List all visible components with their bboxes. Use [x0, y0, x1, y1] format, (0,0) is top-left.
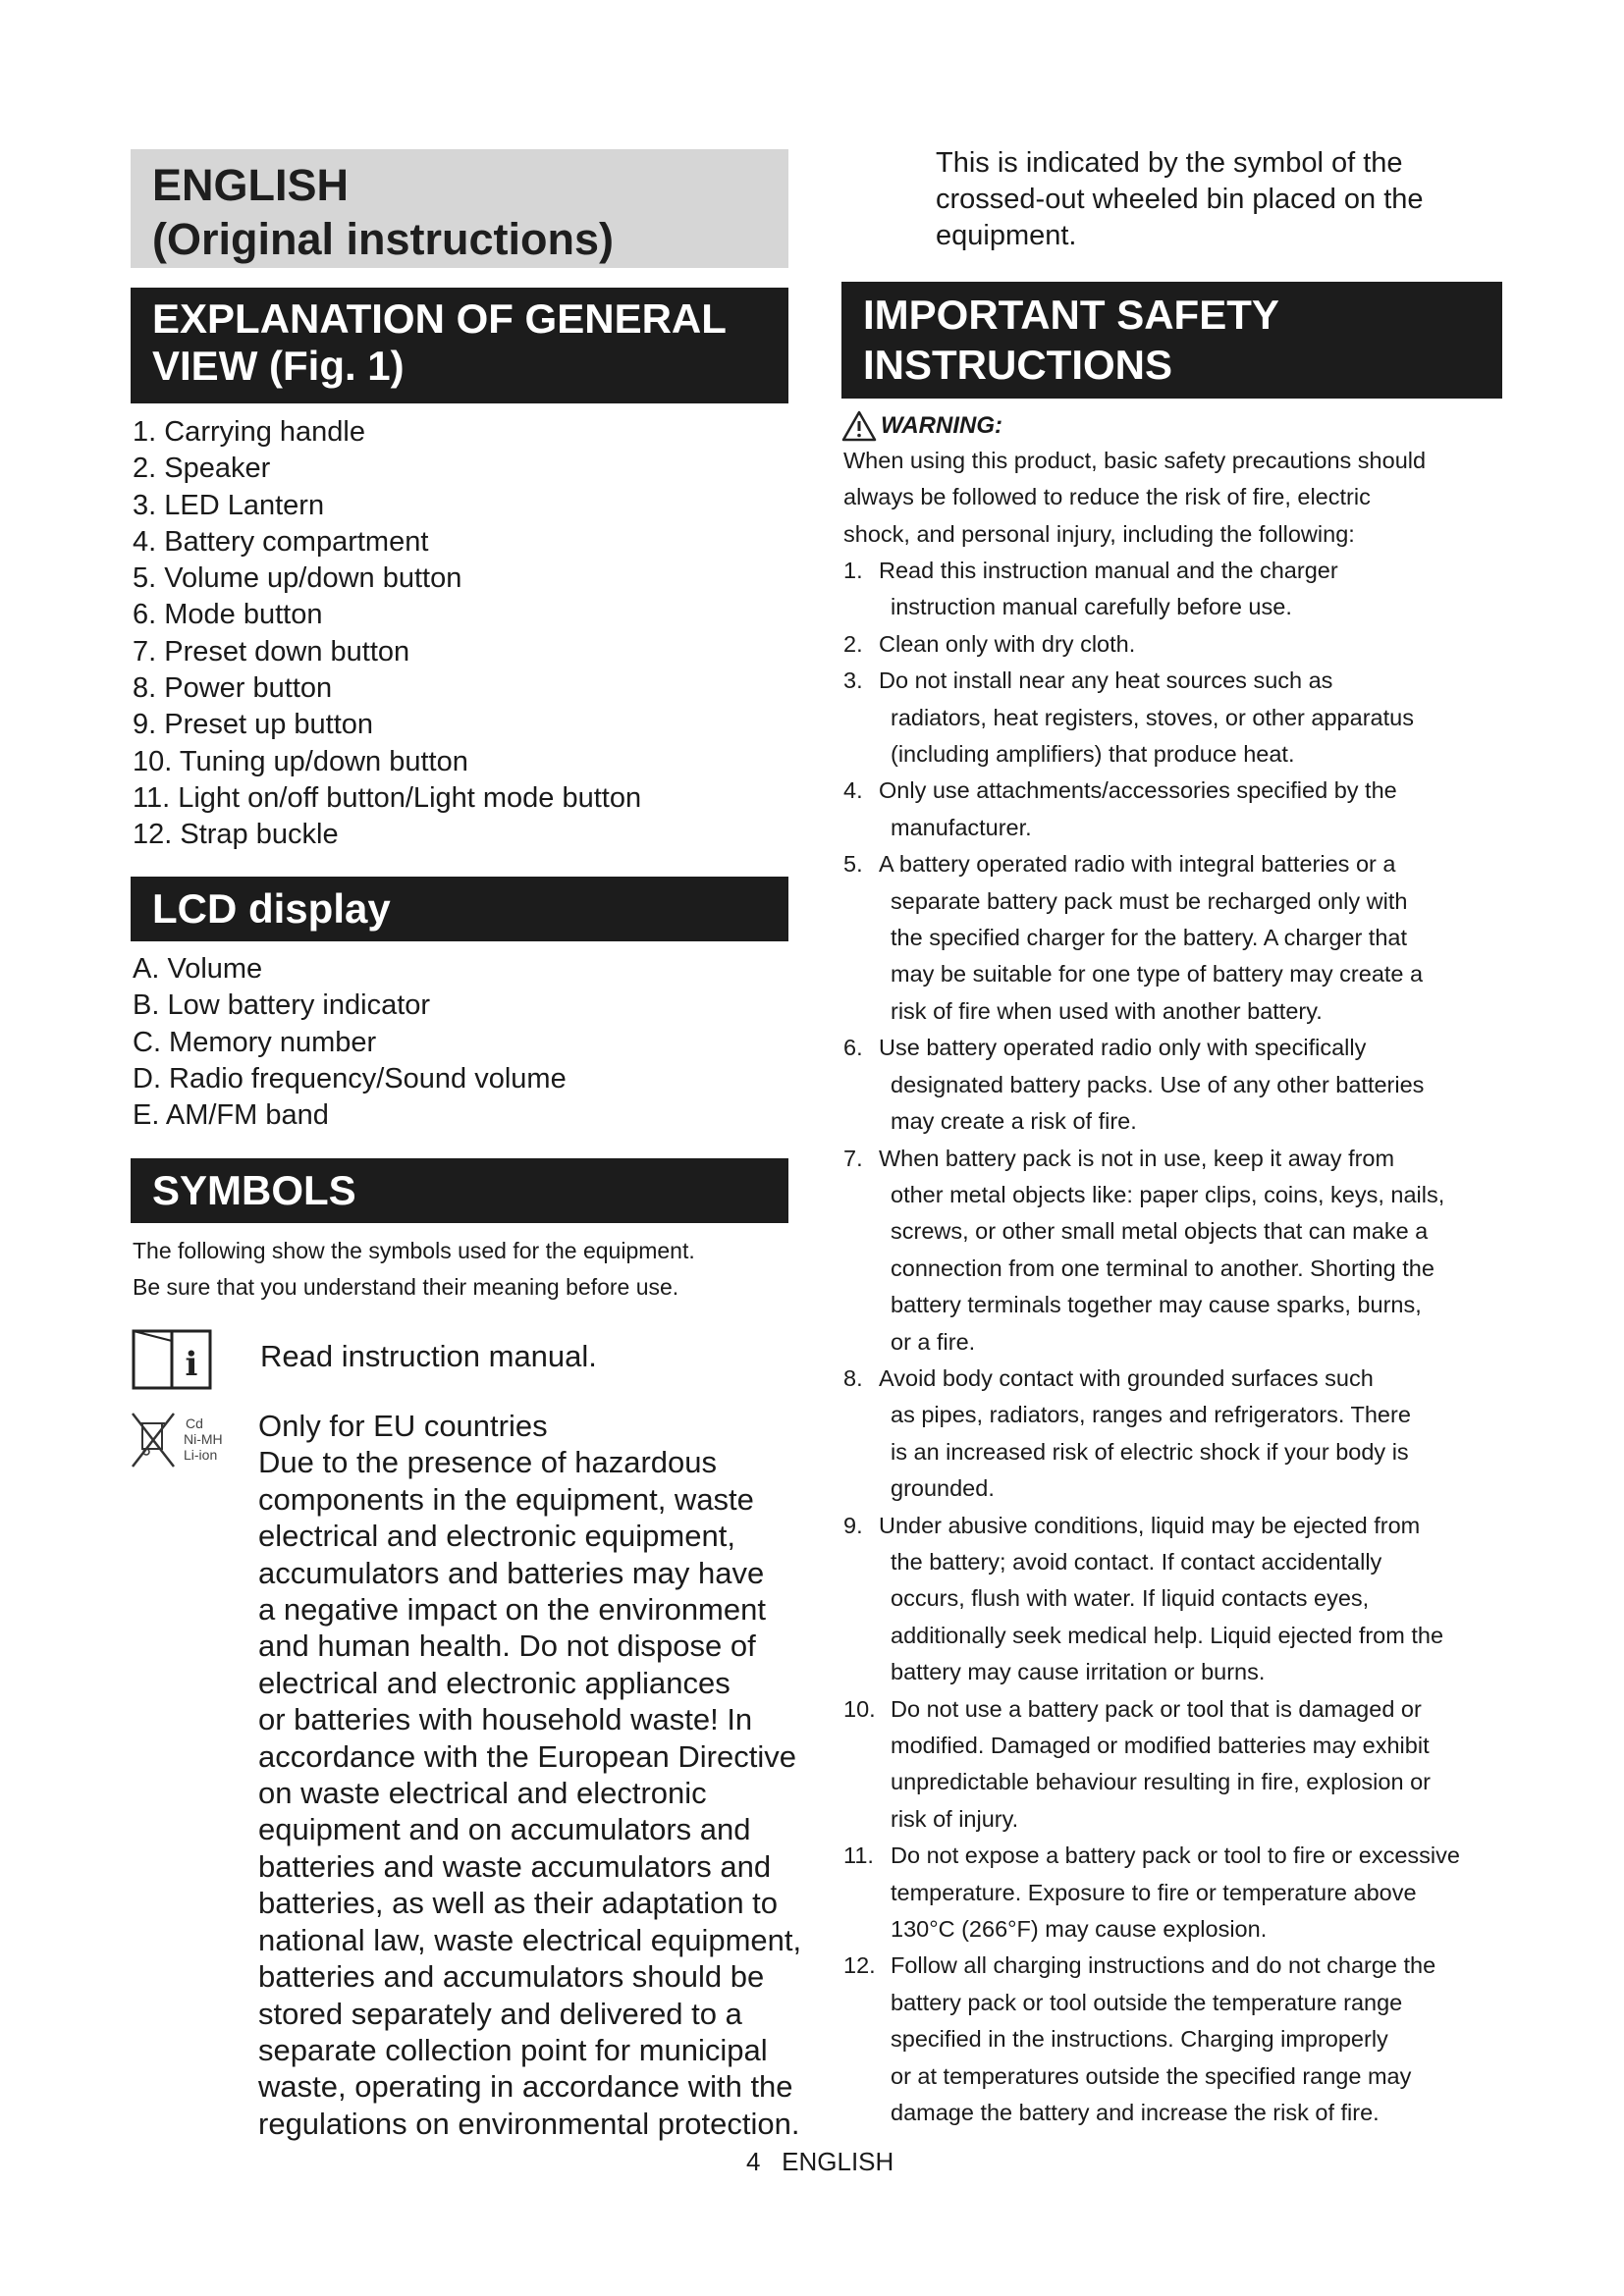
safety-item-line: manufacturer. [891, 814, 1032, 840]
safety-item-text [843, 846, 1502, 1030]
symbols-intro-line-2: Be sure that you understand their meaning before use. [133, 1274, 679, 1300]
safety-item-number: 4. [843, 777, 863, 804]
list-item: 12. Strap buckle [133, 819, 339, 851]
weee-label-liion: Li-ion [184, 1447, 218, 1463]
safety-item-text [843, 1948, 1502, 2131]
safety-item-line: Follow all charging instructions and do not charge the [891, 1952, 1436, 1979]
general-view-heading-line-1: EXPLANATION OF GENERAL [152, 295, 727, 342]
safety-heading-line-1: IMPORTANT SAFETY [863, 292, 1279, 338]
weee-line: a negative impact on the environment [258, 1592, 766, 1628]
weee-line: stored separately and delivered to a [258, 1996, 742, 2031]
safety-item-line: Clean only with dry cloth. [879, 630, 1136, 657]
weee-line: or batteries with household waste! In [258, 1702, 753, 1737]
weee-line: Only for EU countries [258, 1409, 548, 1443]
safety-item-line: 130°C (266°F) may cause explosion. [891, 1916, 1268, 1943]
footer-language: ENGLISH [782, 2147, 894, 2176]
weee-line: Due to the presence of hazardous [258, 1445, 718, 1480]
safety-item-line: grounded. [891, 1475, 995, 1502]
weee-text [258, 1408, 801, 2142]
safety-item-text [843, 626, 1502, 663]
list-item: C. Memory number [133, 1026, 377, 1058]
page-title [131, 149, 788, 268]
safety-intro-line: shock, and personal injury, including the following: [843, 520, 1355, 547]
safety-item-line: A battery operated radio with integral batteries or a [879, 851, 1396, 878]
safety-item [843, 1838, 1502, 1948]
weee-label-nimh: Ni-MH [184, 1431, 223, 1447]
weee-line: electrical and electronic appliances [258, 1665, 731, 1700]
safety-item-text [843, 1691, 1502, 1839]
safety-item-line: occurs, flush with water. If liquid contacts eyes, [891, 1585, 1370, 1612]
weee-line: and human health. Do not dispose of [258, 1629, 756, 1664]
weee-line: accumulators and batteries may have [258, 1555, 765, 1590]
weee-line: regulations on environmental protection. [258, 2106, 800, 2141]
safety-item-line: may create a risk of fire. [891, 1108, 1137, 1135]
safety-item-line: the specified charger for the battery. A charger that [891, 925, 1408, 951]
book-info-icon-letter: i [185, 1345, 198, 1384]
list-item: 11. Light on/off button/Light mode button [133, 781, 642, 814]
weee-label-cd: Cd [186, 1415, 203, 1431]
continuation-line: This is indicated by the symbol of the [936, 147, 1403, 179]
list-item: 8. Power button [133, 672, 333, 705]
warning-label: WARNING: [881, 412, 1002, 439]
safety-item-line: or at temperatures outside the specified range may [891, 2062, 1412, 2089]
safety-item-text [843, 1508, 1502, 1691]
list-item: 10. Tuning up/down button [133, 745, 468, 777]
safety-item-line: separate battery pack must be recharged only with [891, 887, 1408, 914]
weee-line: batteries and waste accumulators and [258, 1848, 772, 1884]
safety-item-line: risk of fire when used with another battery. [891, 997, 1323, 1024]
safety-item-line: risk of injury. [891, 1805, 1019, 1832]
safety-item-line: the battery; avoid contact. If contact accidentally [891, 1548, 1382, 1575]
list-item: 2. Speaker [133, 453, 271, 485]
safety-item-line: Use battery operated radio only with specifically [879, 1035, 1367, 1061]
read-manual-text: Read instruction manual. [260, 1339, 597, 1373]
safety-item-text [843, 1838, 1502, 1948]
list-item: A. Volume [133, 953, 263, 985]
list-item: 3. LED Lantern [133, 489, 325, 521]
safety-item [843, 773, 1502, 846]
general-view-heading [131, 288, 788, 403]
safety-intro [843, 443, 1426, 553]
safety-item [843, 1030, 1502, 1140]
safety-item-line: is an increased risk of electric shock if your body is [891, 1438, 1409, 1465]
safety-item-line: screws, or other small metal objects that can make a [891, 1218, 1429, 1245]
book-info-icon [131, 1329, 213, 1390]
symbols-intro [133, 1233, 695, 1306]
safety-item-number: 10. [843, 1695, 876, 1722]
safety-item [843, 1361, 1502, 1508]
symbols-heading: SYMBOLS [131, 1158, 788, 1223]
weee-line: accordance with the European Directive [258, 1738, 796, 1774]
safety-item-line: temperature. Exposure to fire or temperature above [891, 1879, 1417, 1905]
safety-item [843, 663, 1502, 773]
safety-item-text [843, 663, 1502, 773]
crossed-out-wheeled-bin-icon [131, 1412, 239, 1474]
safety-item-line: (including amplifiers) that produce heat. [891, 741, 1295, 768]
lcd-list [133, 951, 567, 1134]
safety-item-line: specified in the instructions. Charging improperly [891, 2026, 1388, 2053]
list-item: 4. Battery compartment [133, 525, 429, 558]
safety-item-number: 6. [843, 1035, 863, 1061]
title-line-2: (Original instructions) [152, 214, 615, 264]
safety-item-line: or a fire. [891, 1328, 976, 1355]
safety-item [843, 1948, 1502, 2131]
safety-item-number: 9. [843, 1512, 863, 1538]
safety-item-number: 12. [843, 1952, 876, 1979]
weee-line: on waste electrical and electronic [258, 1776, 707, 1811]
safety-item-line: Under abusive conditions, liquid may be ejected from [879, 1512, 1421, 1538]
safety-item-line: additionally seek medical help. Liquid ejected from the [891, 1622, 1444, 1648]
list-item: D. Radio frequency/Sound volume [133, 1062, 567, 1095]
list-item: B. Low battery indicator [133, 989, 431, 1022]
safety-item [843, 846, 1502, 1030]
safety-item-text [843, 773, 1502, 846]
safety-item [843, 1141, 1502, 1361]
symbols-intro-line-1: The following show the symbols used for the equipment. [133, 1238, 695, 1263]
weee-line: batteries, as well as their adaptation to [258, 1886, 779, 1921]
safety-item [843, 1508, 1502, 1691]
safety-item-line: other metal objects like: paper clips, coins, keys, nails, [891, 1181, 1445, 1207]
weee-line: electrical and electronic equipment, [258, 1519, 735, 1554]
safety-item [843, 553, 1502, 626]
weee-line: equipment and on accumulators and [258, 1812, 751, 1847]
safety-item-line: may be suitable for one type of battery may create a [891, 961, 1424, 988]
safety-item-number: 7. [843, 1145, 863, 1171]
safety-heading [841, 282, 1502, 399]
safety-item-number: 3. [843, 667, 863, 694]
safety-item-line: Read this instruction manual and the charger [879, 558, 1338, 583]
lcd-heading: LCD display [131, 877, 788, 941]
safety-item-number: 5. [843, 851, 863, 878]
safety-item-number: 8. [843, 1364, 863, 1391]
safety-intro-line: always be followed to reduce the risk of fire, electric [843, 484, 1371, 510]
safety-item-text [843, 1141, 1502, 1361]
list-item: 9. Preset up button [133, 709, 374, 741]
safety-heading-line-2: INSTRUCTIONS [863, 342, 1172, 388]
safety-item-line: unpredictable behaviour resulting in fire, explosion or [891, 1769, 1431, 1795]
list-item: 5. Volume up/down button [133, 562, 462, 595]
safety-item-number: 11. [843, 1842, 874, 1869]
safety-item-line: designated battery packs. Use of any other batteries [891, 1071, 1425, 1097]
safety-item-line: Do not use a battery pack or tool that is damaged or [891, 1695, 1422, 1722]
safety-list [843, 553, 1502, 2131]
continuation-line: crossed-out wheeled bin placed on the [936, 184, 1424, 215]
safety-item-line: battery pack or tool outside the temperature range [891, 1989, 1403, 2015]
warning-triangle-icon [841, 410, 877, 442]
continuation-line: equipment. [936, 220, 1077, 251]
safety-item-line: instruction manual carefully before use. [891, 594, 1292, 620]
safety-item-line: Avoid body contact with grounded surfaces such [879, 1364, 1374, 1391]
safety-item-number: 1. [843, 558, 863, 583]
weee-continuation [936, 145, 1424, 254]
title-line-1: ENGLISH [152, 160, 350, 210]
list-item: E. AM/FM band [133, 1099, 329, 1132]
safety-item-number: 2. [843, 630, 863, 657]
safety-item-line: radiators, heat registers, stoves, or other apparatus [891, 704, 1414, 730]
list-item: 6. Mode button [133, 599, 323, 631]
page-footer [746, 2147, 893, 2177]
safety-item-line: modified. Damaged or modified batteries may exhibit [891, 1733, 1430, 1758]
weee-line: waste, operating in accordance with the [258, 2069, 793, 2105]
safety-item-line: battery terminals together may cause sparks, burns, [891, 1292, 1422, 1318]
safety-item-line: Do not expose a battery pack or tool to fire or excessive [891, 1842, 1460, 1869]
safety-item-line: as pipes, radiators, ranges and refrigerators. There [891, 1402, 1411, 1428]
safety-item-line: When battery pack is not in use, keep it away from [879, 1145, 1395, 1171]
page-number: 4 [746, 2147, 761, 2176]
weee-line: batteries and accumulators should be [258, 1959, 765, 1995]
parts-list [133, 414, 641, 854]
safety-item-line: battery may cause irritation or burns. [891, 1659, 1266, 1685]
list-item: 1. Carrying handle [133, 416, 365, 448]
safety-intro-line: When using this product, basic safety precautions should [843, 448, 1427, 473]
weee-line: national law, waste electrical equipment, [258, 1922, 802, 1957]
safety-item-text [843, 1361, 1502, 1508]
safety-item [843, 1691, 1502, 1839]
safety-item-line: damage the battery and increase the risk of fire. [891, 2100, 1380, 2126]
general-view-heading-line-2: VIEW (Fig. 1) [152, 343, 405, 389]
safety-item-line: connection from one terminal to another. Shorting the [891, 1255, 1435, 1281]
safety-item-text [843, 553, 1502, 626]
safety-item-line: Do not install near any heat sources such as [879, 667, 1333, 694]
list-item: 7. Preset down button [133, 635, 410, 667]
safety-item-text [843, 1030, 1502, 1140]
weee-line: components in the equipment, waste [258, 1481, 754, 1517]
safety-item-line: Only use attachments/accessories specified by the [879, 777, 1397, 804]
safety-item [843, 626, 1502, 663]
weee-line: separate collection point for municipal [258, 2032, 768, 2067]
